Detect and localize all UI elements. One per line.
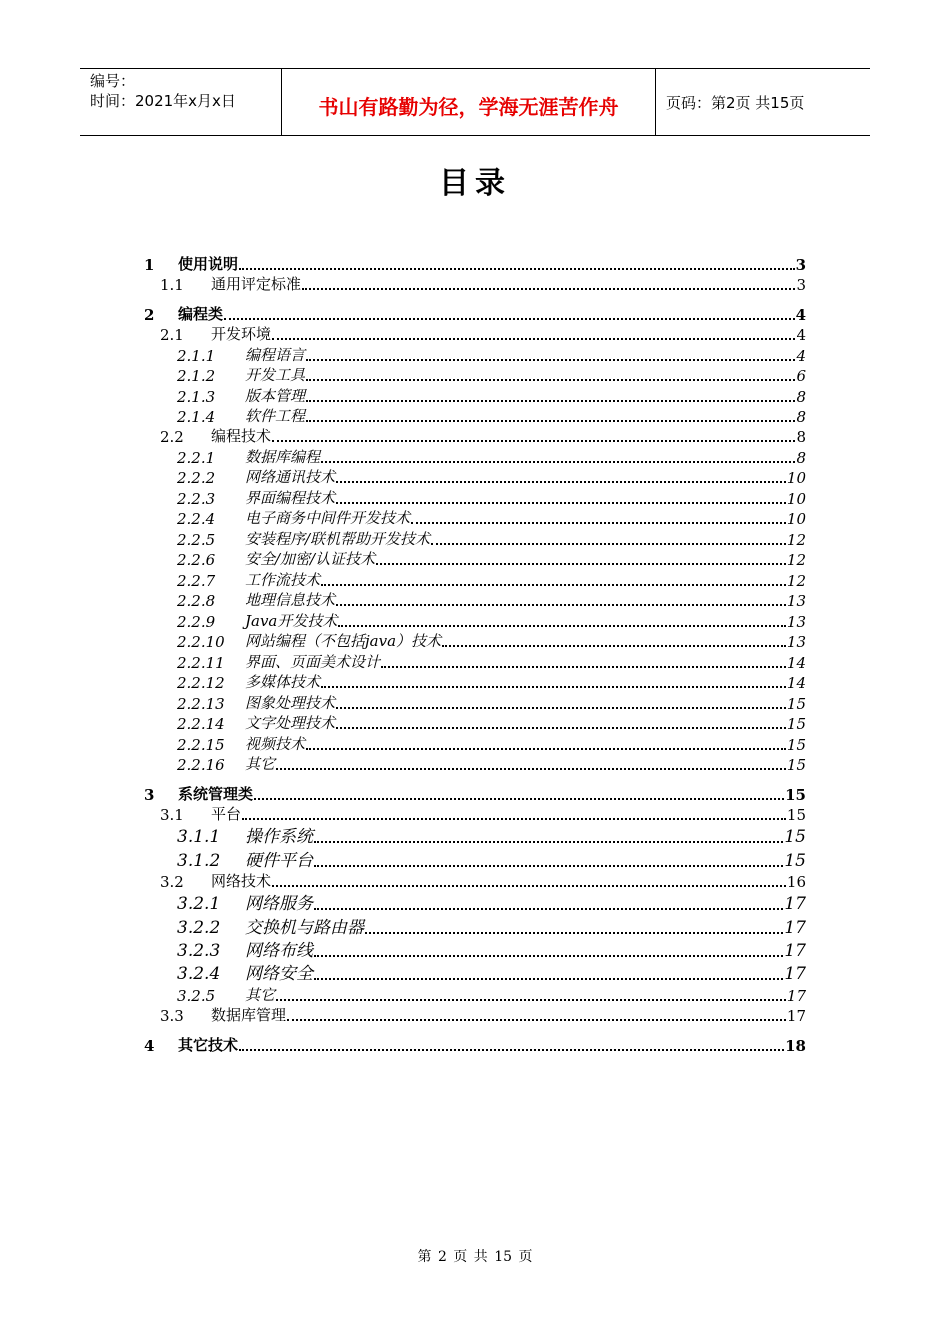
toc-entry-title: 数据库编程 — [245, 447, 321, 466]
toc-dot-leader — [336, 502, 786, 504]
toc-entry-title: 界面、页面美术设计 — [245, 652, 381, 671]
toc-entry-title: Java开发技术 — [245, 611, 338, 630]
toc-entry-title: 网站编程（不包括java）技术 — [245, 632, 442, 650]
toc-entry-title: 开发工具 — [245, 366, 306, 384]
toc-dot-leader — [224, 318, 795, 320]
toc-entry-number: 3.2 — [160, 872, 184, 891]
toc-entry-page: 10 — [786, 489, 806, 508]
toc-dot-leader — [321, 461, 795, 463]
toc-entry-number: 4 — [144, 1036, 155, 1055]
toc-entry-page: 15 — [786, 756, 806, 774]
toc-entry[interactable] — [0, 631, 806, 652]
toc-dot-leader — [272, 338, 795, 340]
toc-entry-page: 8 — [796, 408, 806, 426]
toc-entry-title: 网络布线 — [245, 940, 313, 961]
toc-entry[interactable] — [0, 774, 806, 804]
toc-entry-number: 3.1.1 — [177, 827, 221, 848]
toc-entry[interactable] — [0, 365, 806, 386]
toc-entry-title: 多媒体技术 — [245, 673, 321, 691]
toc-entry-number: 3.1 — [160, 806, 184, 824]
toc-entry-title: 平台 — [211, 805, 242, 823]
toc-entry-number: 2.1 — [160, 326, 184, 344]
toc-entry-page: 17 — [784, 940, 806, 961]
toc-dot-leader — [442, 645, 786, 647]
toc-entry[interactable] — [0, 754, 806, 775]
toc-entry[interactable] — [0, 274, 806, 294]
toc-entry[interactable] — [0, 610, 806, 631]
toc-dot-leader — [306, 400, 795, 402]
toc-entry-number: 2.1.2 — [177, 367, 216, 385]
toc-entry-number: 2.1.1 — [177, 346, 216, 365]
toc-entry-number: 3.2.5 — [177, 986, 216, 1005]
toc-entry-number: 2.2.9 — [177, 612, 216, 631]
toc-dot-leader — [336, 604, 786, 606]
toc-entry[interactable] — [0, 569, 806, 590]
toc-entry-title: 使用说明 — [178, 255, 239, 273]
toc-entry-title: 交换机与路由器 — [245, 917, 364, 938]
toc-entry-page: 14 — [786, 674, 806, 692]
toc-dot-leader — [306, 748, 786, 750]
toc-entry-number: 2.2.5 — [177, 530, 216, 549]
toc-entry[interactable] — [0, 891, 806, 914]
toc-dot-leader — [338, 625, 786, 627]
toc-entry[interactable] — [0, 508, 806, 529]
toc-entry-number: 2.2 — [160, 428, 184, 446]
page-footer: 第 2 页 共 15 页 — [417, 1249, 533, 1265]
toc-dot-leader — [321, 686, 786, 688]
toc-entry-page: 4 — [796, 326, 806, 344]
toc-dot-leader — [381, 666, 786, 668]
toc-entry-page: 13 — [786, 633, 806, 651]
toc-entry-title: 网络通讯技术 — [245, 468, 336, 486]
toc-entry-title: 编程语言 — [245, 345, 306, 364]
toc-entry-page: 17 — [784, 917, 806, 938]
toc-entry-number: 3.3 — [160, 1006, 184, 1025]
toc-entry-title: 网络服务 — [245, 894, 313, 915]
toc-entry-title: 其它 — [245, 755, 276, 773]
toc-dot-leader — [314, 865, 783, 867]
date-line: 时间：2021年x月x日 — [90, 92, 236, 110]
toc-entry-number: 3.2.2 — [177, 917, 221, 938]
toc-entry-page: 6 — [796, 367, 806, 385]
toc-dot-leader — [314, 841, 783, 843]
toc-dot-leader — [411, 522, 786, 524]
toc-entry-number: 1 — [144, 256, 155, 274]
toc-entry[interactable] — [0, 426, 806, 446]
toc-entry-number: 2.2.4 — [177, 510, 216, 528]
toc-entry[interactable] — [0, 938, 806, 961]
toc-entry[interactable] — [0, 871, 806, 891]
toc-entry-title: 其它 — [245, 985, 276, 1004]
toc-entry-page: 8 — [796, 448, 806, 467]
toc-dot-leader — [365, 932, 783, 934]
doc-number-label: 编号： — [90, 72, 136, 90]
toc-entry-title: 数据库管理 — [211, 1005, 287, 1024]
toc-dot-leader — [276, 999, 786, 1001]
toc-entry[interactable] — [0, 651, 806, 672]
toc-entry[interactable] — [0, 961, 806, 984]
toc-entry-page: 15 — [784, 827, 806, 848]
toc-entry[interactable] — [0, 804, 806, 824]
toc-entry-page: 16 — [786, 872, 806, 891]
toc-dot-leader — [276, 768, 786, 770]
toc-entry-page: 13 — [786, 592, 806, 610]
toc-entry-title: 图象处理技术 — [245, 693, 336, 712]
toc-entry-title: 编程类 — [178, 305, 224, 323]
toc-entry[interactable] — [0, 733, 806, 754]
header-meta — [80, 69, 282, 135]
toc-dot-leader — [306, 359, 795, 361]
toc-entry-number: 2 — [144, 306, 155, 324]
toc-dot-leader — [306, 379, 795, 381]
toc-entry[interactable] — [0, 1005, 806, 1025]
toc-entry[interactable] — [0, 692, 806, 713]
toc-dot-leader — [302, 288, 795, 290]
toc-entry[interactable] — [0, 467, 806, 488]
toc-dot-leader — [239, 268, 795, 270]
toc-entry-title: 网络安全 — [245, 964, 313, 985]
toc-entry-page: 17 — [784, 894, 806, 915]
toc-dot-leader — [306, 420, 795, 422]
toc-entry-page: 4 — [795, 306, 806, 324]
toc-entry[interactable] — [0, 847, 806, 870]
toc-entry-title: 网络技术 — [211, 871, 272, 890]
toc-entry-page: 3 — [795, 256, 806, 274]
toc-entry[interactable] — [0, 406, 806, 427]
toc-entry-page: 15 — [786, 735, 806, 754]
toc-entry-number: 2.2.16 — [177, 756, 225, 774]
toc-dot-leader — [272, 885, 786, 887]
toc-entry[interactable] — [0, 446, 806, 467]
toc-entry-number: 2.2.15 — [177, 735, 225, 754]
header-motto: 书山有路勤为径，学海无涯苦作舟 — [282, 69, 656, 135]
toc-dot-leader — [239, 1049, 784, 1051]
toc-entry-number: 2.2.12 — [177, 674, 225, 692]
toc-entry-page: 17 — [786, 986, 806, 1005]
toc-entry-title: 安装程序/联机帮助开发技术 — [245, 529, 431, 548]
toc-entry-title: 文字处理技术 — [245, 714, 336, 732]
toc-entry-page: 17 — [786, 1006, 806, 1025]
toc-entry-number: 1.1 — [160, 276, 184, 294]
toc-dot-leader — [336, 707, 786, 709]
toc-entry[interactable] — [0, 324, 806, 344]
toc-entry-title: 电子商务中间件开发技术 — [245, 509, 411, 527]
toc-entry[interactable] — [0, 244, 806, 274]
toc-entry-number: 2.2.10 — [177, 633, 225, 651]
toc-entry-page: 17 — [784, 964, 806, 985]
toc-entry[interactable] — [0, 487, 806, 508]
toc-entry-title: 视频技术 — [245, 734, 306, 753]
header-page-info: 页码：第2页 共15页 — [666, 93, 805, 112]
table-of-contents — [0, 244, 950, 1055]
toc-entry[interactable] — [0, 528, 806, 549]
toc-entry-page: 15 — [786, 806, 806, 824]
toc-entry-number: 3.2.3 — [177, 940, 221, 961]
toc-entry-title: 软件工程 — [245, 407, 306, 425]
toc-entry-page: 8 — [796, 428, 806, 446]
toc-entry-page: 15 — [784, 850, 806, 871]
toc-entry[interactable] — [0, 590, 806, 611]
toc-entry-number: 2.2.13 — [177, 694, 225, 713]
toc-entry-page: 3 — [796, 276, 806, 294]
toc-dot-leader — [336, 481, 786, 483]
toc-entry-title: 编程技术 — [211, 427, 272, 445]
toc-entry-number: 3.2.1 — [177, 894, 221, 915]
toc-entry-title: 通用评定标准 — [211, 275, 302, 293]
toc-entry-number: 2.2.6 — [177, 551, 216, 569]
toc-entry-title: 系统管理类 — [178, 785, 254, 803]
toc-entry-number: 2.2.8 — [177, 592, 216, 610]
toc-entry[interactable] — [0, 914, 806, 937]
toc-dot-leader — [287, 1019, 786, 1021]
toc-entry-page: 14 — [786, 653, 806, 672]
toc-entry-title: 安全/加密/认证技术 — [245, 550, 376, 568]
toc-entry-page: 10 — [786, 510, 806, 528]
toc-entry-title: 操作系统 — [245, 827, 313, 848]
toc-entry-number: 2.2.2 — [177, 469, 216, 487]
toc-entry[interactable] — [0, 294, 806, 324]
toc-entry[interactable] — [0, 385, 806, 406]
toc-dot-leader — [242, 818, 786, 820]
toc-entry-number: 2.1.4 — [177, 408, 216, 426]
toc-entry-number: 2.1.3 — [177, 387, 216, 406]
toc-entry-page: 4 — [796, 346, 806, 365]
page-header — [80, 68, 870, 136]
toc-entry[interactable] — [0, 672, 806, 693]
toc-entry-page: 10 — [786, 469, 806, 487]
toc-entry-page: 12 — [786, 530, 806, 549]
toc-entry-number: 3.2.4 — [177, 964, 221, 985]
toc-entry-page: 15 — [785, 786, 806, 804]
toc-entry-page: 12 — [786, 571, 806, 590]
toc-entry-page: 13 — [786, 612, 806, 631]
toc-dot-leader — [336, 727, 786, 729]
toc-entry[interactable] — [0, 549, 806, 570]
toc-entry[interactable] — [0, 713, 806, 734]
page-title: 目录 — [439, 166, 511, 201]
toc-dot-leader — [254, 798, 784, 800]
toc-entry-number: 2.2.3 — [177, 489, 216, 508]
toc-dot-leader — [376, 563, 786, 565]
toc-entry-number: 3 — [144, 786, 155, 804]
toc-entry-title: 地理信息技术 — [245, 591, 336, 609]
toc-entry-title: 开发环境 — [211, 325, 272, 343]
toc-entry-number: 2.2.7 — [177, 571, 216, 590]
toc-entry[interactable] — [0, 824, 806, 847]
toc-entry-page: 8 — [796, 387, 806, 406]
toc-dot-leader — [314, 978, 783, 980]
toc-entry-title: 界面编程技术 — [245, 488, 336, 507]
toc-entry-page: 15 — [786, 715, 806, 733]
toc-entry-title: 硬件平台 — [245, 850, 313, 871]
toc-entry-page: 15 — [786, 694, 806, 713]
toc-entry[interactable] — [0, 984, 806, 1005]
toc-dot-leader — [321, 584, 786, 586]
toc-entry-number: 3.1.2 — [177, 850, 221, 871]
toc-dot-leader — [272, 440, 795, 442]
toc-dot-leader — [314, 908, 783, 910]
toc-entry-page: 12 — [786, 551, 806, 569]
toc-entry[interactable] — [0, 1025, 806, 1055]
toc-entry-page: 18 — [785, 1036, 806, 1055]
toc-dot-leader — [314, 955, 783, 957]
toc-dot-leader — [431, 543, 786, 545]
toc-entry[interactable] — [0, 344, 806, 365]
toc-entry-title: 版本管理 — [245, 386, 306, 405]
toc-entry-title: 工作流技术 — [245, 570, 321, 589]
toc-entry-number: 2.2.11 — [177, 653, 225, 672]
toc-entry-title: 其它技术 — [178, 1035, 239, 1054]
toc-entry-number: 2.2.14 — [177, 715, 225, 733]
toc-entry-number: 2.2.1 — [177, 448, 216, 467]
